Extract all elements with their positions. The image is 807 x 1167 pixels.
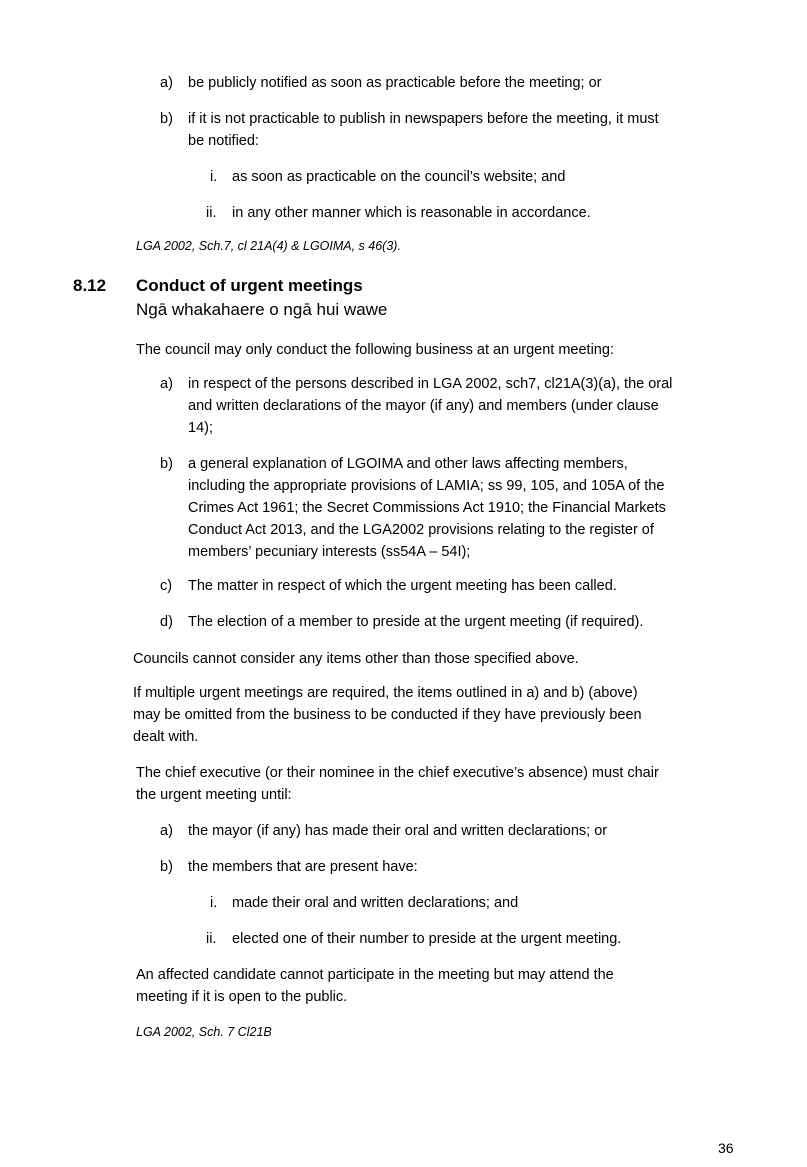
list-item [206,928,622,950]
list-marker: a) [160,75,173,91]
text-line: a general explanation of LGOIMA and other laws affecting members, [188,456,628,472]
list-item [160,575,617,597]
list-item [160,453,666,563]
list-item [160,108,659,152]
text-line: in any other manner which is reasonable in accordance. [232,205,591,221]
list-item [160,820,608,842]
text-line: may be omitted from the business to be conducted if they have previously been [133,707,642,723]
section-title: Conduct of urgent meetings [136,276,363,295]
text-line: The council may only conduct the following business at an urgent meeting: [136,342,614,358]
text-line: be publicly notified as soon as practicable before the meeting; or [188,75,602,91]
text-line: Councils cannot consider any items other than those specified above. [133,651,579,667]
list-item [210,892,519,914]
text-line: If multiple urgent meetings are required, the items outlined in a) and b) (above) [133,685,638,701]
paragraph [133,682,642,748]
section-heading [73,274,388,322]
list-marker: b) [160,111,173,127]
text-line: be notified: [188,133,259,149]
text-line: made their oral and written declarations; and [232,895,519,911]
list-item [160,72,602,94]
text-line: the mayor (if any) has made their oral and written declarations; or [188,823,608,839]
list-marker: ii. [206,931,217,947]
text-line: if it is not practicable to publish in newspapers before the meeting, it must [188,111,659,127]
text-line: The election of a member to preside at the urgent meeting (if required). [188,614,644,630]
citation [136,1021,272,1043]
text-line: the members that are present have: [188,859,418,875]
list-item [210,166,566,188]
list-marker: i. [210,895,218,911]
text-line: LGA 2002, Sch.7, cl 21A(4) & LGOIMA, s 46(3). [136,239,401,253]
list-item [206,202,591,224]
paragraph [136,964,614,1008]
list-marker: c) [160,578,173,594]
list-item [160,856,418,878]
text-line: members’ pecuniary interests (ss54A – 54I); [188,544,471,560]
text-line: as soon as practicable on the council’s website; and [232,169,566,185]
text-line: An affected candidate cannot participate in the meeting but may attend the [136,967,614,983]
text-line: The chief executive (or their nominee in the chief executive’s absence) must chair [136,765,659,781]
list-marker: b) [160,456,173,472]
page-number: 36 [718,1140,734,1156]
citation [136,235,401,257]
text-line: the urgent meeting until: [136,787,292,803]
text-line: elected one of their number to preside at the urgent meeting. [232,931,622,947]
list-marker: ii. [206,205,217,221]
text-line: and written declarations of the mayor (if any) and members (under clause [188,398,659,414]
list-marker: b) [160,859,173,875]
list-marker: d) [160,614,173,630]
text-line: The matter in respect of which the urgent meeting has been called. [188,578,617,594]
text-line: LGA 2002, Sch. 7 Cl21B [136,1025,272,1039]
list-marker: a) [160,823,173,839]
text-line: 14); [188,420,213,436]
section-number: 8.12 [73,276,107,295]
paragraph [136,762,659,806]
text-line: meeting if it is open to the public. [136,989,348,1005]
list-item [160,611,644,633]
list-marker: a) [160,376,173,392]
text-line: in respect of the persons described in LGA 2002, sch7, cl21A(3)(a), the oral [188,376,673,392]
text-line: including the appropriate provisions of LAMIA; ss 99, 105, and 105A of the [188,478,665,494]
list-item [160,373,673,439]
text-line: Crimes Act 1961; the Secret Commissions Act 1910; the Financial Markets [188,500,666,516]
list-marker: i. [210,169,218,185]
paragraph [136,339,614,361]
paragraph [133,648,579,670]
text-line: dealt with. [133,729,199,745]
text-line: Conduct Act 2013, and the LGA2002 provisions relating to the register of [188,522,654,538]
section-subtitle: Ngā whakahaere o ngā hui wawe [136,300,388,319]
